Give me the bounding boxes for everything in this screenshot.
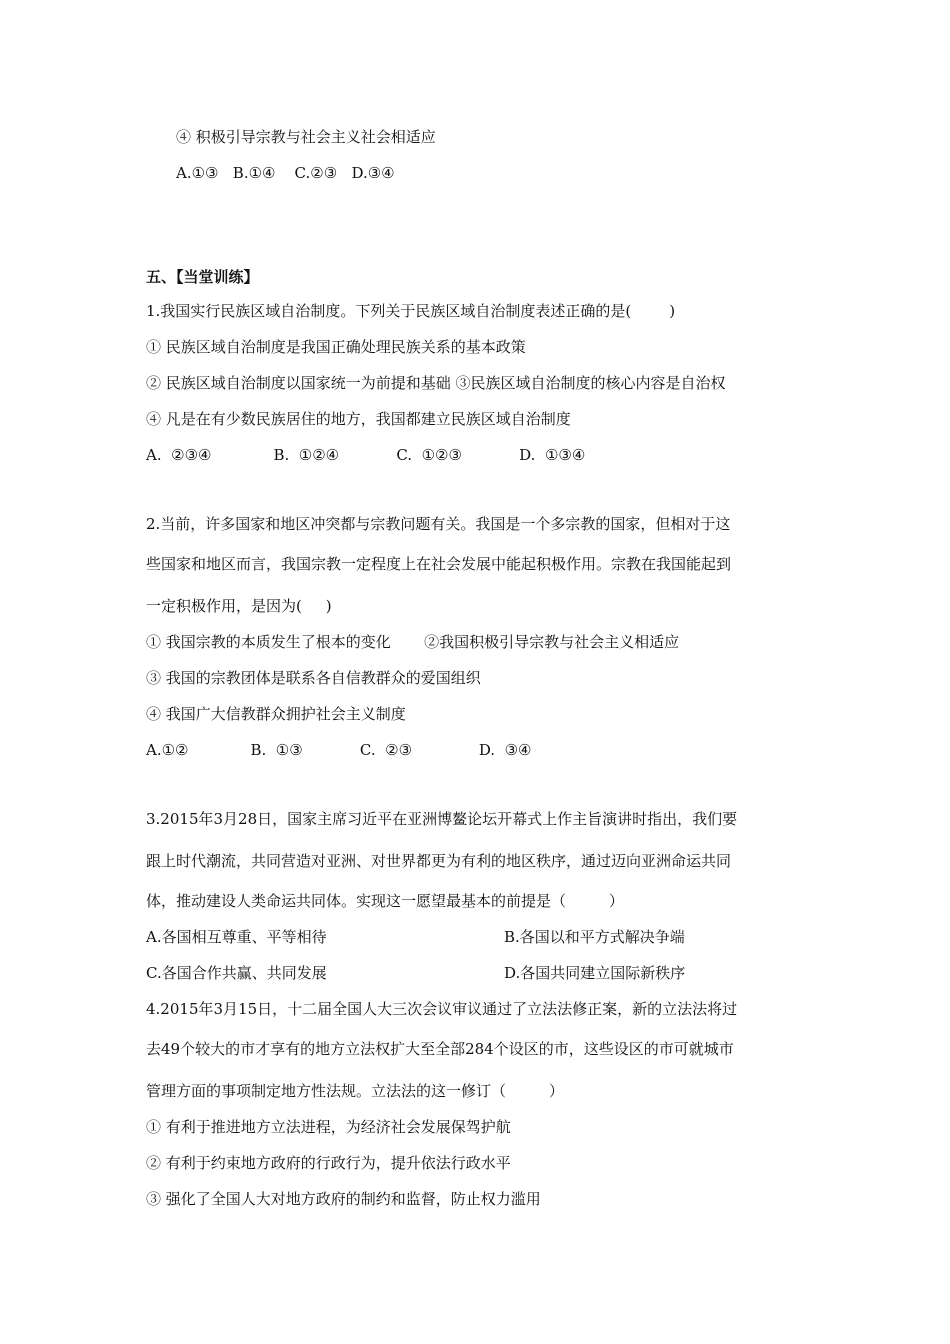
q4-stem-line-2: 去49个较大的市才享有的地方立法权扩大至全部284个设区的市，这些设区的市可就城市 [146, 1040, 734, 1058]
q4-item-3: ③ 强化了全国人大对地方政府的制约和监督，防止权力滥用 [146, 1190, 541, 1208]
prev-item-4: ④ 积极引导宗教与社会主义社会相适应 [176, 128, 436, 146]
q1-item-4: ④ 凡是在有少数民族居住的地方，我国都建立民族区域自治制度 [146, 410, 571, 428]
q3-option-c: C.各国合作共赢、共同发展 [146, 964, 327, 982]
q3-option-a: A.各国相互尊重、平等相待 [146, 928, 327, 946]
q1-stem: 1.我国实行民族区域自治制度。下列关于民族区域自治制度表述正确的是( ) [146, 302, 676, 320]
prev-options: A.①③ B.①④ C.②③ D.③④ [176, 164, 395, 182]
q2-stem-line-2: 些国家和地区而言，我国宗教一定程度上在社会发展中能起积极作用。宗教在我国能起到 [146, 555, 732, 573]
q2-stem-line-1: 2.当前，许多国家和地区冲突都与宗教问题有关。我国是一个多宗教的国家，但相对于这 [146, 515, 731, 533]
q2-item-1-2: ① 我国宗教的本质发生了根本的变化 ②我国积极引导宗教与社会主义相适应 [146, 633, 680, 651]
q3-stem-line-1: 3.2015年3月28日，国家主席习近平在亚洲博鳌论坛开幕式上作主旨演讲时指出，我们要 [146, 810, 738, 828]
section-title: 五、【当堂训练】 [146, 268, 259, 286]
q4-item-1: ① 有利于推进地方立法进程，为经济社会发展保驾护航 [146, 1118, 511, 1136]
q3-stem-line-2: 跟上时代潮流，共同营造对亚洲、对世界都更为有利的地区秩序，通过迈向亚洲命运共同 [146, 852, 732, 870]
q2-stem-line-3: 一定积极作用，是因为( ) [146, 597, 332, 615]
q2-item-4: ④ 我国广大信教群众拥护社会主义制度 [146, 705, 406, 723]
q4-item-2: ② 有利于约束地方政府的行政行为，提升依法行政水平 [146, 1154, 511, 1172]
q3-option-b: B.各国以和平方式解决争端 [504, 928, 685, 946]
q4-stem-line-3: 管理方面的事项制定地方性法规。立法法的这一修订（ ） [146, 1082, 564, 1100]
q2-item-3: ③ 我国的宗教团体是联系各自信教群众的爱国组织 [146, 669, 481, 687]
q3-stem-line-3: 体，推动建设人类命运共同体。实现这一愿望最基本的前提是（ ） [146, 892, 624, 910]
q4-stem-line-1: 4.2015年3月15日，十二届全国人大三次会议审议通过了立法法修正案，新的立法法将过 [146, 1000, 738, 1018]
q2-options: A.①② B. ①③ C. ②③ D. ③④ [146, 741, 532, 759]
q1-item-1: ① 民族区域自治制度是我国正确处理民族关系的基本政策 [146, 338, 526, 356]
q3-option-d: D.各国共同建立国际新秩序 [504, 964, 686, 982]
q1-item-2-3: ② 民族区域自治制度以国家统一为前提和基础 ③民族区域自治制度的核心内容是自治权 [146, 374, 726, 392]
q1-options: A. ②③④ B. ①②④ C. ①②③ D. ①③④ [146, 446, 586, 464]
